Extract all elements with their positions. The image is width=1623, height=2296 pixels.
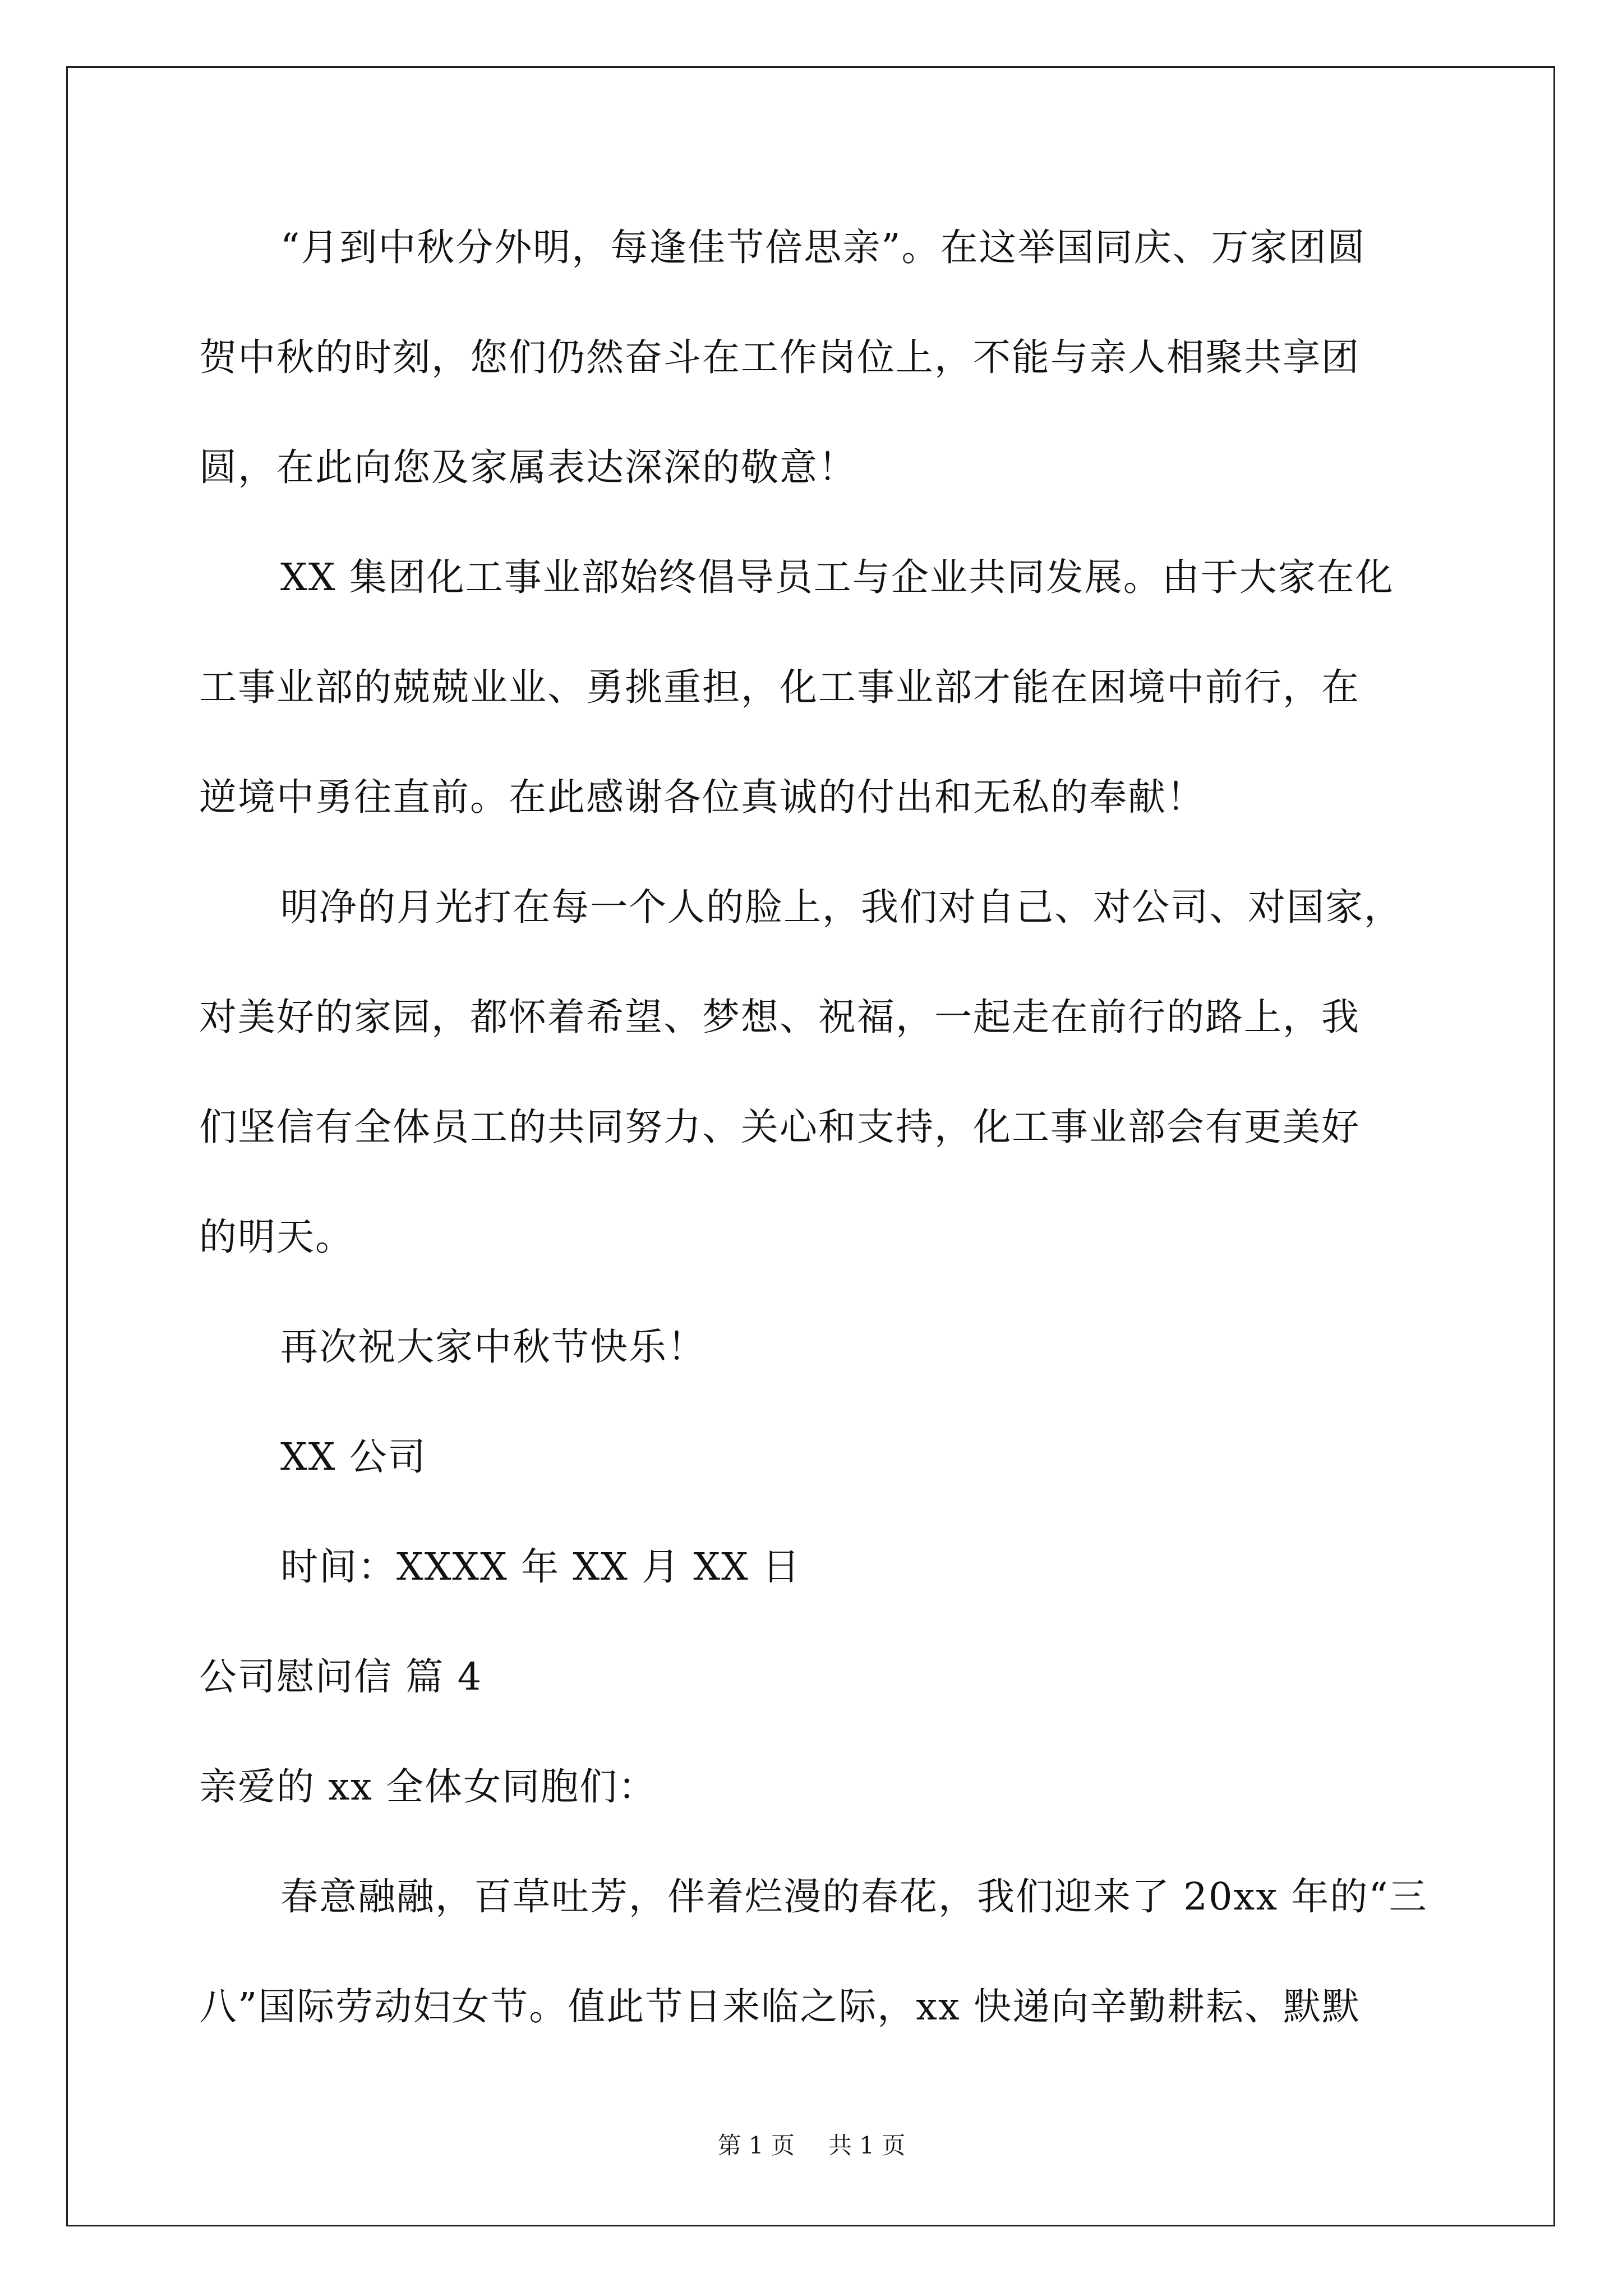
salutation: 亲爱的 xx 全体女同胞们： [199, 1765, 657, 1809]
text-line: 对美好的家园，都怀着希望、梦想、祝福，一起走在前行的路上，我 [199, 995, 1360, 1039]
text-line: XX 公司 [280, 1435, 427, 1479]
page-footer [0, 2134, 1623, 2157]
text-line: 贺中秋的时刻，您们仍然奋斗在工作岗位上，不能与亲人相聚共享团 [199, 335, 1360, 379]
text-line: 再次祝大家中秋节快乐！ [280, 1325, 706, 1369]
text-line: 八”国际劳动妇女节。值此节日来临之际，xx 快递向辛勤耕耘、默默 [199, 1985, 1361, 2028]
text-line: 明净的月光打在每一个人的脸上，我们对自己、对公司、对国家， [280, 885, 1403, 929]
text-line: 时间：XXXX 年 XX 月 XX 日 [280, 1545, 801, 1589]
text-line: 们坚信有全体员工的共同努力、关心和支持，化工事业部会有更美好 [199, 1105, 1360, 1149]
text-line: 逆境中勇往直前。在此感谢各位真诚的付出和无私的奉献！ [199, 775, 1205, 819]
text-line: 工事业部的兢兢业业、勇挑重担，化工事业部才能在困境中前行，在 [199, 665, 1360, 709]
page-total: 共 1 页 [828, 2132, 906, 2159]
text-line: 春意融融，百草吐芳，伴着烂漫的春花，我们迎来了 20xx 年的“三 [280, 1875, 1428, 1918]
page-number: 第 1 页 [717, 2132, 795, 2159]
text-line: 圆，在此向您及家属表达深深的敬意！ [199, 445, 857, 489]
section-heading: 公司慰问信 篇 4 [199, 1655, 483, 1699]
text-line: “月到中秋分外明，每逢佳节倍思亲”。在这举国同庆、万家团圆 [280, 226, 1366, 269]
text-line: XX 集团化工事业部始终倡导员工与企业共同发展。由于大家在化 [280, 555, 1394, 599]
text-line: 的明天。 [199, 1215, 354, 1259]
